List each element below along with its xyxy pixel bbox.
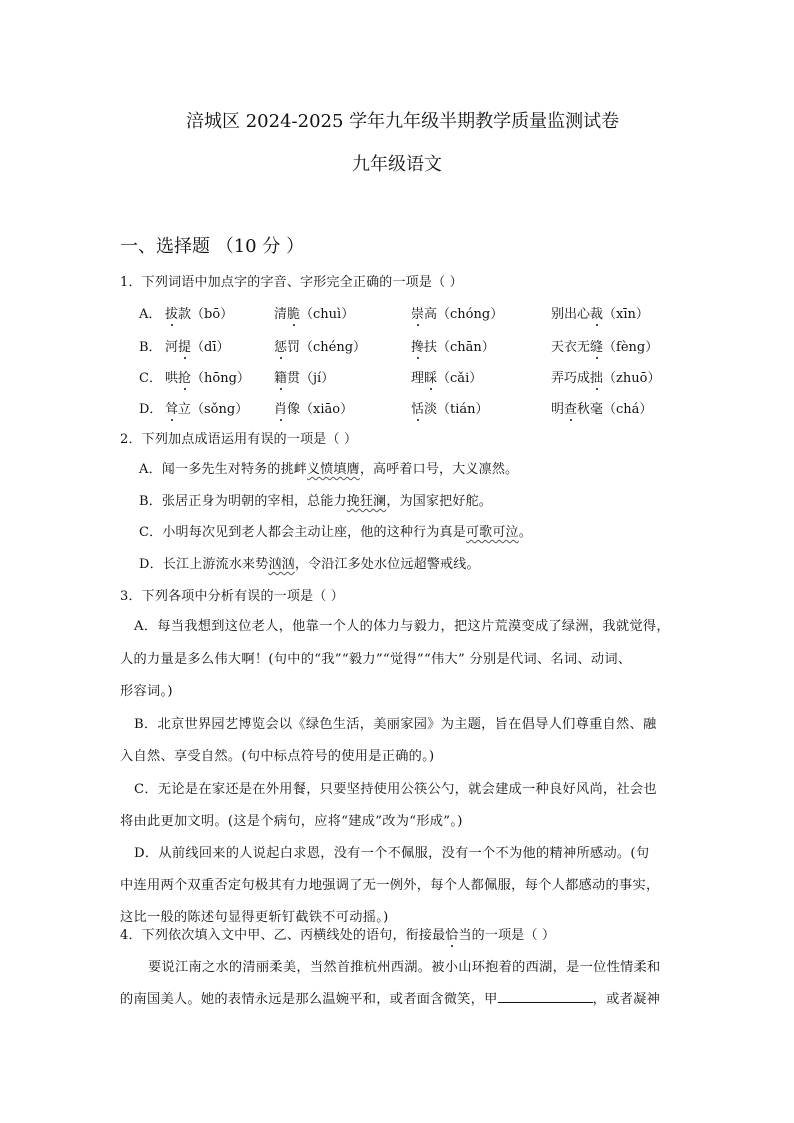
dotted-char: 搀 [411,340,425,355]
dotted-char: 裁 [590,307,604,322]
passage-line-2-post: ，或者凝神 [592,992,661,1007]
q3-text-line: 入自然、享受自然。(句中标点符号的使用是正确的。) [120,749,435,764]
word-suffix: （fèng） [603,340,659,355]
marked-idiom: 挽狂澜 [346,494,387,509]
marked-idiom: 汹汹 [268,557,295,572]
q1-word-item [551,303,649,322]
word-suffix: 立（sǒng） [178,402,249,417]
q2-option [139,458,518,477]
word-suffix: （xīn） [603,307,649,322]
question-4-stem [120,924,555,943]
word-suffix: 款（bō） [178,307,234,322]
q3-text-line: 中连用两个双重否定句极其有力地强调了无一例外，每个人都佩服，每个人都感动的事实， [120,878,660,893]
question-4-stem-post: 当的一项是（ ） [458,928,556,943]
q1-word-item [411,303,503,322]
question-3-stem: 3．下列各项中分析有误的一项是（ ） [120,589,345,604]
dotted-char: 缝 [590,340,604,355]
dotted-char: 肖 [274,402,288,417]
q3-text-line: C．无论是在家还是在外用餐，只要坚持使用公筷公勺，就会建成一种良好风尚，社会也 [134,782,657,797]
dotted-char: 耸 [165,402,179,417]
q2-option [139,490,492,509]
q1-word-item [551,367,660,386]
q3-text-line: D．从前线回来的人说起白求恩，没有一个不佩服，没有一个不为他的精神所感动。(句 [134,846,650,861]
word-suffix: （chuì） [300,307,355,322]
dotted-char: 崇 [411,307,425,322]
dotted-char: 提 [178,340,192,355]
word-prefix: 清 [274,307,288,322]
marked-idiom: 义愤填膺 [307,462,360,477]
word-prefix: 别出心 [551,307,591,322]
word-suffix: （dī） [191,340,230,355]
q1-word-item [551,398,652,417]
word-suffix: 淡（tián） [424,402,489,417]
option-text: C．小明每次见到老人都会主动让座，他的这种行为真是 [139,525,466,540]
option-text: ，高呼着口号，大义凛然。 [359,462,519,477]
dotted-char: 脆 [287,307,301,322]
dotted-char: 查 [564,402,578,417]
word-prefix: 河 [165,340,179,355]
dotted-char: 睬 [424,371,438,386]
q3-text-line: 这比一般的陈述句显得更斩钉截铁不可动摇。) [120,910,389,925]
word-suffix: 高（chóng） [424,307,504,322]
word-prefix: 哄 [165,371,179,386]
q1-option-label: B． [139,340,162,355]
option-text: D．长江上游流水来势 [139,557,269,572]
word-prefix: 明 [551,402,565,417]
dotted-char: 拙 [590,371,604,386]
word-suffix: 扶（chān） [424,340,495,355]
word-suffix: 贯（jí） [287,371,335,386]
q3-text-line: A．每当我想到这位老人，他靠一个人的体力与毅力，把这片荒漠变成了绿洲，我就觉得， [134,619,670,634]
dotted-char: 恬 [411,402,425,417]
q1-option-label: A． [139,307,162,322]
q1-word-item [274,303,354,322]
dotted-char: 惩 [274,340,288,355]
q1-word-item [274,367,334,386]
dotted-char: 抢 [178,371,192,386]
passage-line-1: 要说江南之水的清丽柔美，当然首推杭州西湖。被小山环抱着的西湖，是一位性情柔和 [148,960,661,975]
option-text: ，令沿江多处水位远超警戒线。 [294,557,480,572]
option-text: 。 [518,525,532,540]
passage-line-2-pre: 的南国美人。她的表情永远是那么温婉平和，或者面含微笑，甲 [120,992,498,1007]
q3-text-line: B．北京世界园艺博览会以《绿色生活，美丽家园》为主题，旨在倡导人们尊重自然、融 [134,717,657,732]
word-suffix: （zhuō） [603,371,661,386]
word-suffix: （hōng） [191,371,250,386]
q1-option-label: C． [139,371,162,386]
option-text: B．张居正身为明朝的宰相，总能力 [139,494,347,509]
q3-text-line: 人的力量是多么伟大啊！(句中的“我”“毅力”“觉得”“伟大” 分别是代词、名词、动词、 [120,652,632,667]
word-suffix: 像（xiāo） [287,402,354,417]
passage-line-2 [120,988,660,1007]
exam-title: 涪城区 2024-2025 学年九年级半期教学质量监测试卷 [186,111,620,132]
q1-word-item [411,398,489,417]
q1-option-label: D． [139,402,163,417]
q1-word-item [165,398,248,417]
question-4-stem-pre: 4．下列依次填入文中甲、乙、丙横线处的语句，衔接最 [120,928,446,943]
q1-word-item [411,367,482,386]
question-1-stem: 1．下列词语中加点字的字音、字形完全正确的一项是（ ） [120,275,463,290]
word-suffix: 罚（chéng） [287,340,367,355]
exam-subtitle: 九年级语文 [352,154,442,175]
q3-text-line: 形容词。) [120,684,173,699]
option-text: ，为国家把好舵。 [386,494,492,509]
q3-text-line: 将由此更加文明。(这是个病句，应将“建成”改为“形成”。) [120,814,463,829]
q2-option [139,553,480,572]
word-suffix: 秋毫（chá） [577,402,653,417]
answer-blank-jia[interactable] [498,990,593,1003]
word-prefix: 弄巧成 [551,371,591,386]
q1-word-item [551,336,658,355]
option-text: A．闻一多先生对特务的挑衅 [139,462,307,477]
question-2-stem: 2．下列加点成语运用有误的一项是（ ） [120,432,358,447]
q1-word-item [411,336,495,355]
q1-word-item [274,398,353,417]
word-prefix: 天衣无 [551,340,591,355]
word-prefix: 理 [411,371,425,386]
q2-option [139,521,532,540]
marked-idiom: 可歌可泣 [465,525,519,540]
question-4-dotted-char: 恰 [445,928,459,943]
dotted-char: 拔 [165,307,179,322]
word-suffix: （cǎi） [437,371,483,386]
q1-word-item [165,367,250,386]
q1-word-item [274,336,366,355]
q1-word-item [165,303,233,322]
section-heading: 一、选择题 （10 分 ） [120,236,305,257]
q1-word-item [165,336,230,355]
dotted-char: 籍 [274,371,288,386]
